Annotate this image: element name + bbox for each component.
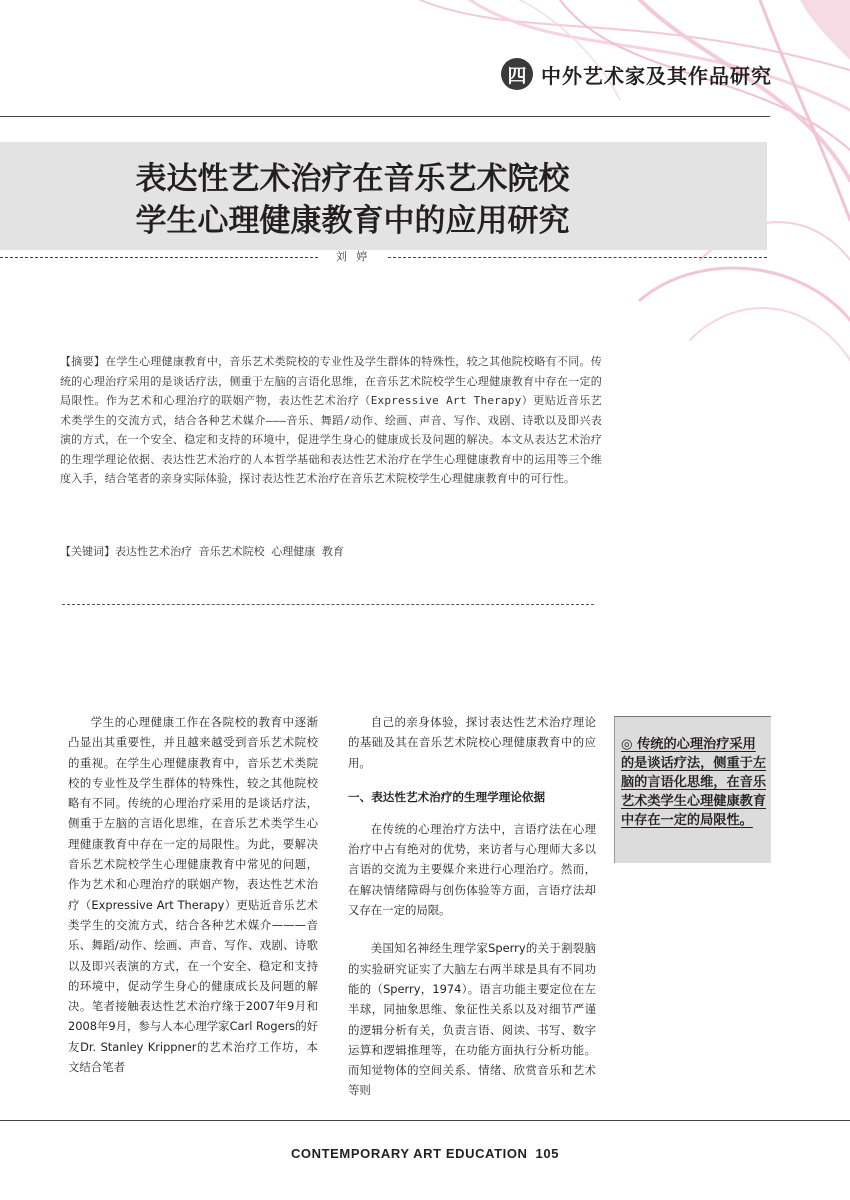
abstract-dashed-rule: [62, 604, 594, 605]
section-heading: 一、表达性艺术治疗的生理学理论依据: [348, 789, 546, 804]
page-number: 105: [535, 1146, 560, 1161]
journal-name: CONTEMPORARY ART EDUCATION: [290, 1146, 528, 1161]
section-number-badge: 四: [501, 58, 533, 90]
header-rule: [0, 116, 770, 117]
article-title-line1: 表达性艺术治疗在音乐艺术院校: [135, 161, 570, 197]
body-paragraph: 学生的心理健康工作在各院校的教育中逐渐凸显出其重要性，并且越来越受到音乐艺术院校的重视。在学生心理健康教育中，音乐艺术类院校的专业性及学生群体的特殊性，较之其他院校略有不同。传统的心理治疗采用的是谈话疗法，侧重于左脑的言语化思维，在音乐艺术类学生心理健康教育中存在一定的局限性。为此，要解决音乐艺术院校学生心理健康教育中常见的问题，作为艺术和心理治疗的联姻产物，表达性艺术治疗（Expressive Art Therapy）更贴近音乐艺术类学生的交流方式，结合各种艺术媒介———音乐、舞蹈/动作、绘画、声音、写作、戏剧、诗歌以及即兴表演的方式，在一个安全、稳定和支持的环境中，促动学生身心的健康成长及问题的解决。笔者接触表达性艺术治疗缘于2007年9月和2008年9月，参与人本心理学家Carl Rogers的好友Dr. Stanley Krippner的艺术治疗工作坊，本文结合笔者: [68, 715, 318, 1075]
abstract-label: 【摘要】: [60, 355, 106, 368]
footer-rule: [0, 1120, 850, 1121]
pull-quote-box: [614, 716, 771, 863]
keywords: [60, 542, 602, 561]
pull-quote-text: [621, 735, 767, 830]
body-column-2: [348, 712, 596, 1101]
paragraph-gap: [348, 920, 596, 938]
body-column-1: [68, 712, 318, 1077]
article-title: [0, 158, 705, 242]
body-paragraph: 自己的亲身体验，探讨表达性艺术治疗理论的基础及其在音乐艺术院校心理健康教育中的应用。: [348, 715, 596, 770]
keywords-text: 表达性艺术治疗 音乐艺术院校 心理健康 教育: [115, 545, 344, 558]
author-dashed-rule-left: [0, 257, 318, 258]
author-name: 刘 婷: [335, 250, 371, 263]
abstract-text: 在学生心理健康教育中，音乐艺术类院校的专业性及学生群体的特殊性，较之其他院校略有不同。传统的心理治疗采用的是谈话疗法，侧重于左脑的言语化思维，在音乐艺术院校学生心理健康教育中存在一定的局限性。作为艺术和心理治疗的联姻产物，表达性艺术治疗（Expressive Art Therapy）更贴近音乐艺术类学生的交流方式，结合各种艺术媒介———音乐、舞蹈/动作、绘画、声音、写作、戏剧、诗歌以及即兴表演的方式，在一个安全、稳定和支持的环境中，促进学生身心的健康成长及问题的解决。本文从表达艺术治疗的生理学理论依据、表达性艺术治疗的人本哲学基础和表达性艺术治疗在学生心理健康教育中的运用等三个维度入手，结合笔者的亲身实际体验，探讨表达性艺术治疗在音乐艺术院校学生心理健康教育中的可行性。: [60, 355, 603, 485]
abstract: [60, 352, 602, 489]
article-title-line2: 学生心理健康教育中的应用研究: [135, 203, 570, 239]
section-title: 中外艺术家及其作品研究: [541, 63, 772, 88]
keywords-label: 【关键词】: [60, 545, 115, 558]
author-line: [0, 248, 767, 268]
body-paragraph: 美国知名神经生理学家Sperry的关于割裂脑的实验研究证实了大脑左右两半球是具有不同功能的（Sperry，1974）。语言功能主要定位在左半球，同抽象思维、象征性关系以及对细节严谨的逻辑分析有关，负责言语、阅读、书写、数字运算和逻辑推理等，在功能方面执行分析功能。而知觉物体的空间关系、情绪、欣赏音乐和艺术等则: [348, 941, 596, 1098]
body-paragraph: 在传统的心理治疗方法中，言语疗法在心理治疗中占有绝对的优势，来访者与心理师大多以言语的交流为主要媒介来进行心理治疗。然而，在解决情绪障碍与创伤体验等方面，言语疗法却又存在一定的局限。: [348, 821, 596, 918]
page-footer: [0, 1146, 850, 1161]
pull-quote-body: 传统的心理治疗采用的是谈话疗法，侧重于左脑的言语化思维，在音乐艺术类学生心理健康教育中存在一定的局限性。: [621, 737, 767, 828]
section-header: [501, 58, 772, 90]
author-dashed-rule-right: [388, 257, 767, 258]
pull-quote-marker-icon: ◎: [621, 737, 633, 752]
